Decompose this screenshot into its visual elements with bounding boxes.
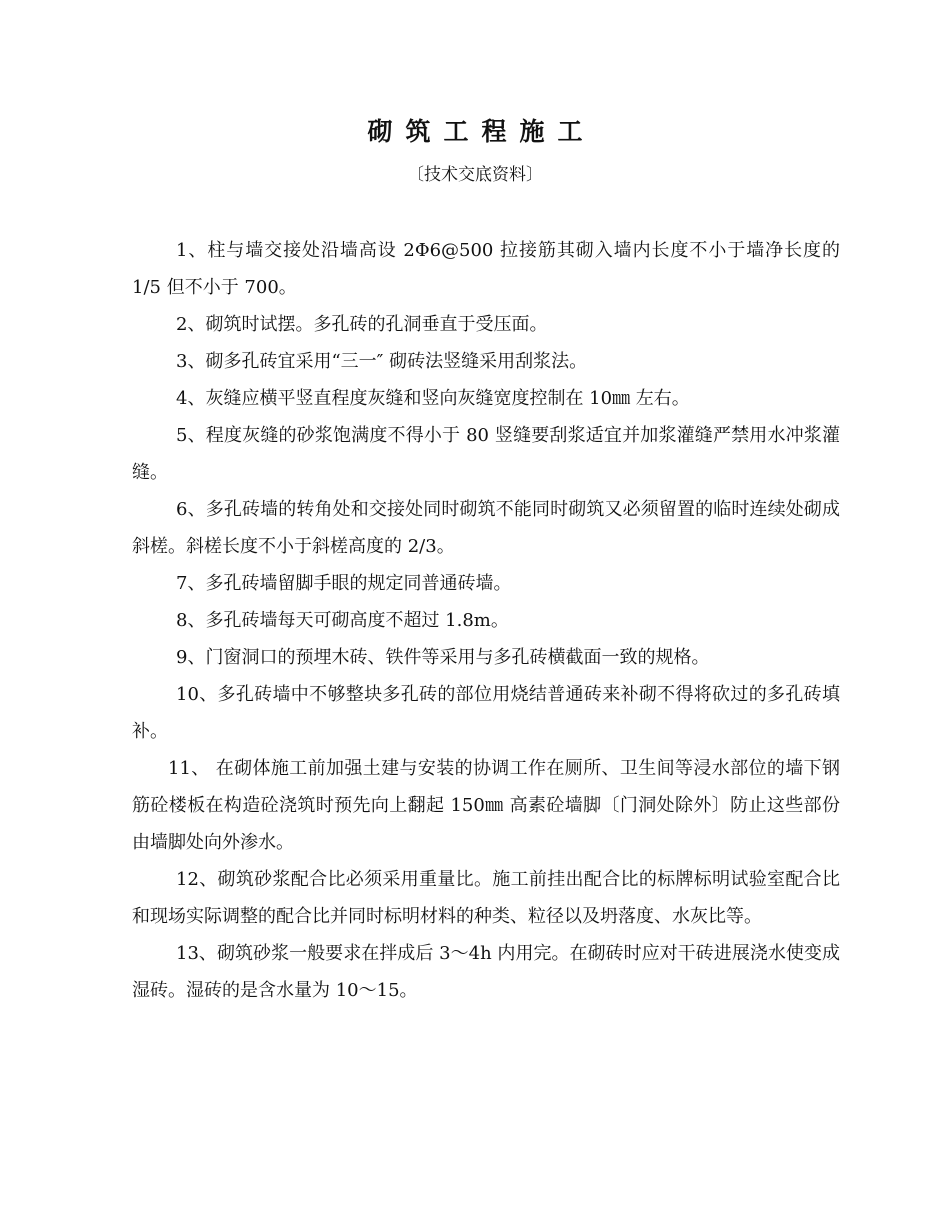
paragraph-8: 8、多孔砖墙每天可砌高度不超过 1.8m。: [176, 610, 509, 631]
paragraph-7: 7、多孔砖墙留脚手眼的规定同普通砖墙。: [176, 573, 512, 594]
document-body: [132, 232, 840, 1009]
document-title: 砌筑工程施工: [367, 117, 596, 146]
paragraph-2: 2、砌筑时试摆。多孔砖的孔洞垂直于受压面。: [176, 314, 548, 335]
paragraph-5: 5、程度灰缝的砂浆饱满度不得小于 80 竖缝要刮浆适宜并加浆灌缝严禁用水冲浆灌缝。: [132, 425, 840, 483]
paragraph-3: 3、砌多孔砖宜采用“三一″ 砌砖法竖缝采用刮浆法。: [176, 351, 588, 372]
document-subtitle: 〔技术交底资料〕: [407, 165, 543, 185]
paragraph-11: 11、 在砌体施工前加强土建与安装的协调工作在厕所、卫生间等浸水部位的墙下钢筋砼楼板在构造砼浇筑时预先向上翻起 150㎜ 高素砼墙脚〔门洞处除外〕防止这些部份由墙脚处向外渗水。: [132, 758, 840, 853]
paragraph-4: 4、灰缝应横平竖直程度灰缝和竖向灰缝宽度控制在 10㎜ 左右。: [176, 388, 690, 409]
paragraph-6: 6、多孔砖墙的转角处和交接处同时砌筑不能同时砌筑又必须留置的临时连续处砌成斜槎。斜槎长度不小于斜槎高度的 2/3。: [132, 499, 840, 557]
paragraph-10: 10、多孔砖墙中不够整块多孔砖的部位用烧结普通砖来补砌不得将砍过的多孔砖填补。: [132, 684, 840, 742]
paragraph-12: 12、砌筑砂浆配合比必须采用重量比。施工前挂出配合比的标牌标明试验室配合比和现场实际调整的配合比并同时标明材料的种类、粒径以及坍落度、水灰比等。: [132, 869, 840, 927]
paragraph-13: 13、砌筑砂浆一般要求在拌成后 3～4h 内用完。在砌砖时应对干砖进展浇水使变成湿砖。湿砖的是含水量为 10～15。: [132, 943, 840, 1001]
paragraph-1: 1、柱与墙交接处沿墙高设 2Φ6@500 拉接筋其砌入墙内长度不小于墙净长度的 1/5 但不小于 700。: [132, 240, 840, 298]
paragraph-9: 9、门窗洞口的预埋木砖、铁件等采用与多孔砖横截面一致的规格。: [176, 647, 710, 668]
